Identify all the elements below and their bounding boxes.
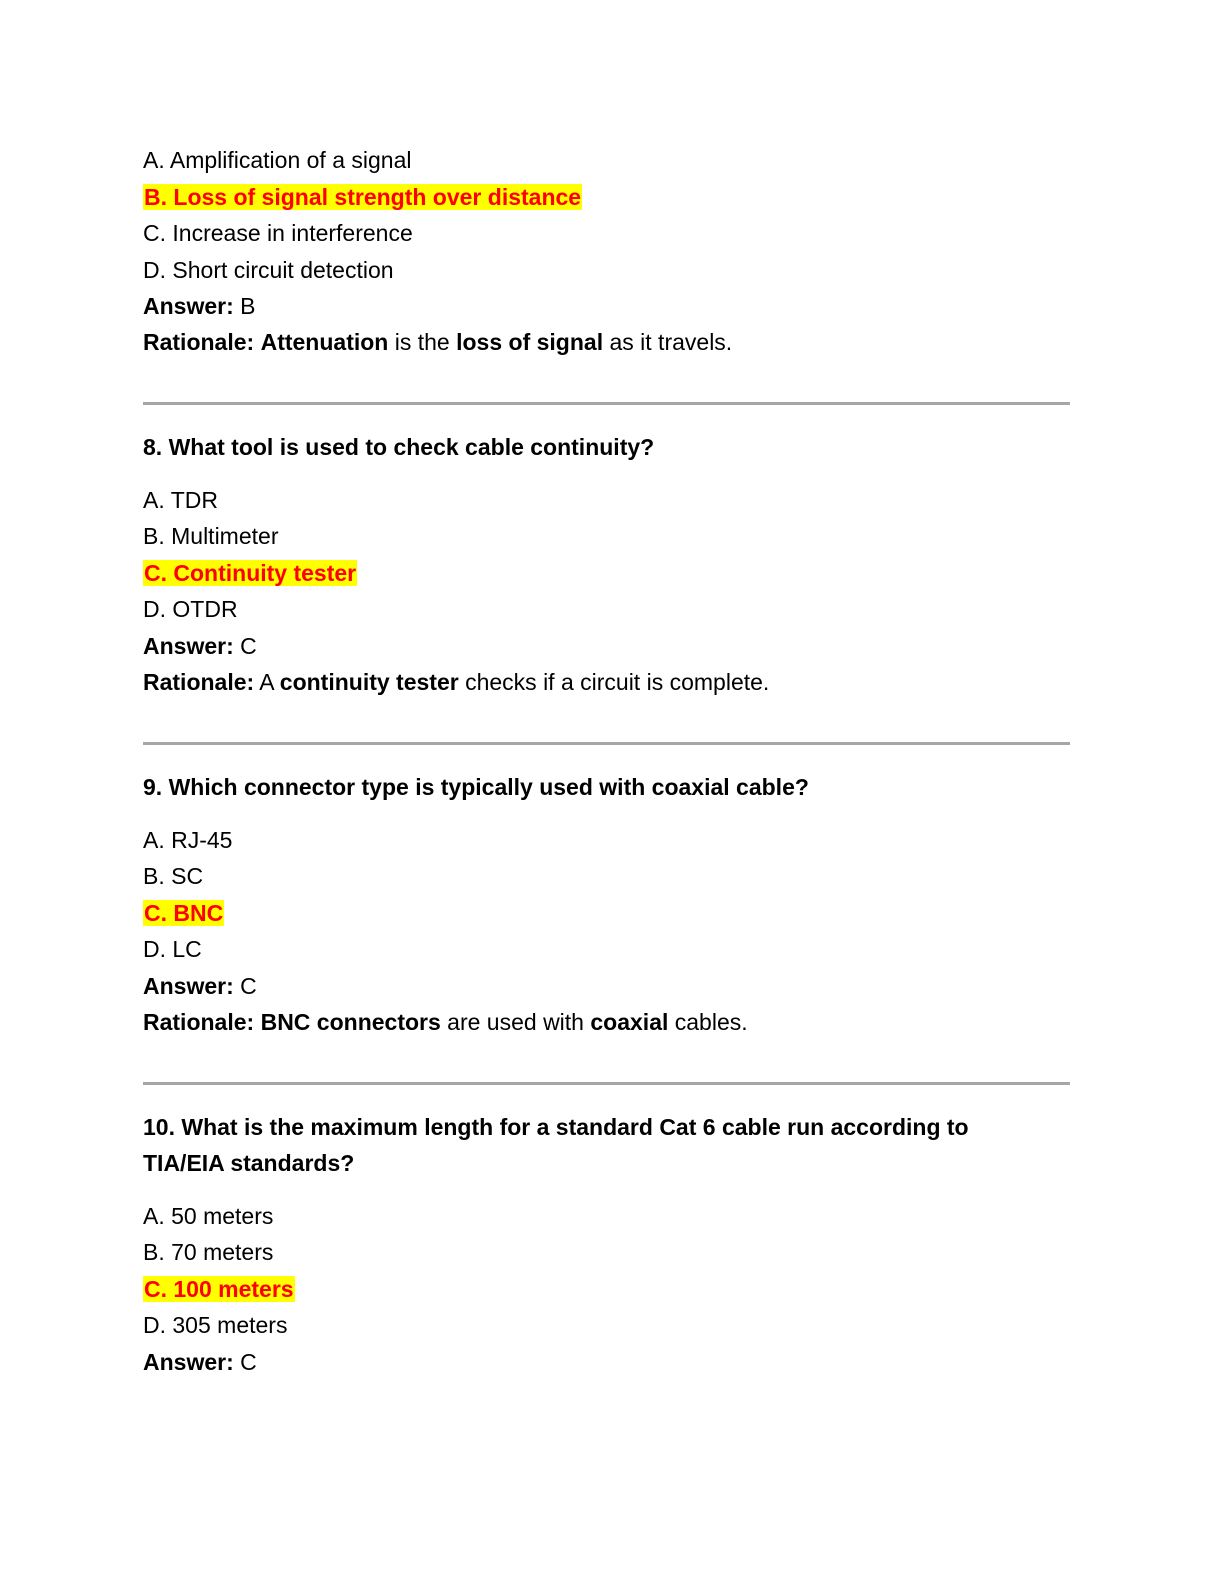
q10-option-c (143, 1273, 295, 1305)
q9-option-d (143, 933, 202, 965)
option-text: B. SC (143, 863, 204, 889)
q8-title: 8. What tool is used to check cable continuity? (143, 434, 655, 460)
rationale-part: is the (388, 329, 457, 355)
answer-label: Answer: (143, 633, 234, 659)
q9-answer (143, 970, 257, 1002)
answer-value: B (233, 293, 256, 319)
question-divider (143, 742, 1070, 745)
q7-rationale (143, 326, 732, 358)
q8-option-a (143, 484, 218, 516)
q7-option-c (143, 217, 413, 249)
rationale-part: Attenuation (260, 329, 389, 355)
q9-option-c (143, 897, 224, 929)
q8-rationale (143, 666, 769, 698)
answer-label: Answer: (143, 293, 234, 319)
q7-option-d (143, 254, 394, 286)
correct-option-highlight: C. 100 meters (144, 1276, 294, 1302)
rationale-part: A (254, 669, 280, 695)
option-text: B. 70 meters (143, 1239, 274, 1265)
option-text: A. 50 meters (143, 1203, 274, 1229)
answer-label: Answer: (143, 973, 234, 999)
answer-value: C (233, 1349, 257, 1375)
q8-option-c (143, 557, 357, 589)
q7-option-a (143, 144, 411, 176)
q9-rationale (143, 1006, 748, 1038)
correct-option-highlight: C. BNC (144, 900, 224, 926)
q7-answer (143, 290, 255, 322)
rationale-label: Rationale: (143, 1009, 255, 1035)
option-text: A. Amplification of a signal (143, 147, 412, 173)
option-text: A. TDR (143, 487, 218, 513)
rationale-part: are used with (440, 1009, 591, 1035)
q10-option-b (143, 1236, 273, 1268)
option-text: D. Short circuit detection (143, 257, 394, 283)
option-text: D. 305 meters (143, 1312, 288, 1338)
q8-answer (143, 630, 257, 662)
rationale-part: checks if a circuit is complete. (458, 669, 770, 695)
answer-label: Answer: (143, 1349, 234, 1375)
option-text: A. RJ-45 (143, 827, 233, 853)
option-text: D. OTDR (143, 596, 238, 622)
rationale-part: as it travels. (603, 329, 733, 355)
option-text: B. Multimeter (143, 523, 279, 549)
rationale-part: coaxial (590, 1009, 669, 1035)
q8-option-b (143, 520, 278, 552)
rationale-part: BNC connectors (254, 1009, 441, 1035)
q9-title: 9. Which connector type is typically used with coaxial cable? (143, 774, 809, 800)
option-text: C. Increase in interference (143, 220, 413, 246)
rationale-part: loss of signal (456, 329, 604, 355)
question-divider (143, 1082, 1070, 1085)
correct-option-highlight: C. Continuity tester (144, 560, 357, 586)
option-text: D. LC (143, 936, 202, 962)
rationale-label: Rationale: (143, 329, 255, 355)
answer-value: C (233, 633, 257, 659)
q10-option-a (143, 1200, 273, 1232)
rationale-part: cables. (668, 1009, 748, 1035)
rationale-part: continuity tester (279, 669, 459, 695)
q7-option-b (143, 181, 582, 213)
question-divider (143, 402, 1070, 405)
correct-option-highlight: B. Loss of signal strength over distance (144, 184, 582, 210)
answer-value: C (233, 973, 257, 999)
rationale-label: Rationale: (143, 669, 255, 695)
q10-answer (143, 1346, 257, 1378)
q10-title: 10. What is the maximum length for a standard Cat 6 cable run according to TIA/EIA standards? (143, 1114, 969, 1176)
q10-option-d (143, 1309, 287, 1341)
q8-option-d (143, 593, 238, 625)
q9-option-a (143, 824, 232, 856)
q9-option-b (143, 860, 203, 892)
